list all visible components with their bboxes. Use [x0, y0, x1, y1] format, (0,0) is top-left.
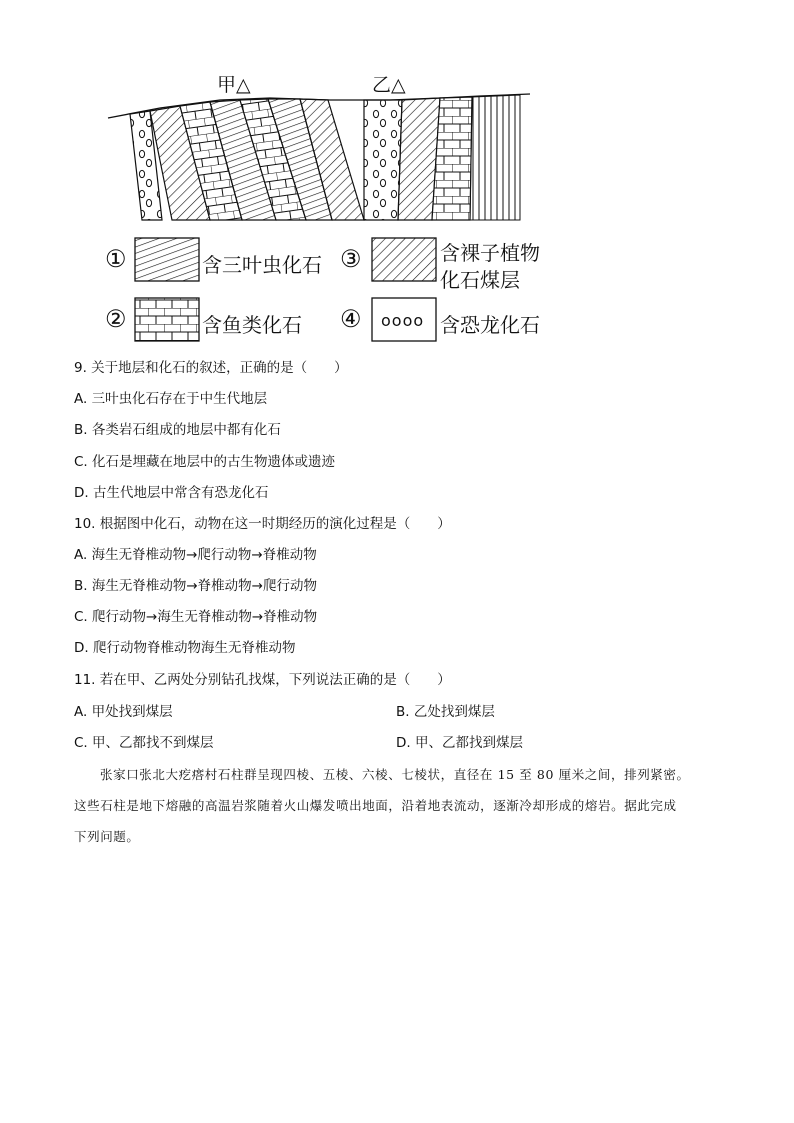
question-9-option-b[interactable]: B. 各类岩石组成的地层中都有化石: [74, 422, 281, 438]
question-11-option-c[interactable]: C. 甲、乙都找不到煤层: [74, 735, 214, 751]
passage-line-2: 这些石柱是地下熔融的高温岩浆随着火山爆发喷出地面，沿着地表流动，逐渐冷却形成的熔岩。据此完成: [74, 798, 677, 813]
legend-label-fish: 含鱼类化石: [202, 313, 302, 337]
passage: [74, 759, 724, 852]
question-11-stem: 11. 若在甲、乙两处分别钻孔找煤，下列说法正确的是（ ）: [74, 672, 451, 688]
legend-circles: oooo: [381, 311, 425, 330]
question-9-stem: 9. 关于地层和化石的叙述，正确的是（ ）: [74, 360, 348, 376]
site-jia-label: 甲△: [217, 74, 251, 96]
question-11-option-d[interactable]: D. 甲、乙都找到煤层: [396, 735, 523, 751]
question-10-option-c[interactable]: C. 爬行动物→海生无脊椎动物→脊椎动物: [74, 609, 318, 625]
question-10-option-d[interactable]: D. 爬行动物脊椎动物海生无脊椎动物: [74, 640, 296, 656]
question-11-option-a[interactable]: A. 甲处找到煤层: [74, 704, 173, 720]
passage-line-1: [74, 759, 724, 790]
question-10-stem: 10. 根据图中化石，动物在这一时期经历的演化过程是（ ）: [74, 516, 451, 532]
legend-num-1: ①: [105, 245, 127, 273]
legend-swatch-fish: [135, 298, 199, 341]
legend-label-dinosaur: 含恐龙化石: [440, 313, 540, 337]
legend-swatch-trilobite: [135, 238, 199, 281]
strata-figure: [100, 68, 570, 348]
question-10-option-b[interactable]: B. 海生无脊椎动物→脊椎动物→爬行动物: [74, 578, 317, 594]
question-9-option-d[interactable]: D. 古生代地层中常含有恐龙化石: [74, 485, 269, 501]
question-10-option-a[interactable]: A. 海生无脊椎动物→爬行动物→脊椎动物: [74, 547, 317, 563]
question-9-option-a[interactable]: A. 三叶虫化石存在于中生代地层: [74, 391, 268, 407]
legend-label-coal-line1: 含裸子植物: [440, 241, 540, 265]
strata-cross-section: [100, 68, 570, 348]
legend-label-coal-line2: 化石煤层: [440, 268, 520, 292]
legend-label-trilobite: 含三叶虫化石: [202, 253, 322, 277]
passage-text-1: 张家口张北大疙瘩村石柱群呈现四棱、五棱、六棱、七棱状，直径在 15 至 80 厘米之间，排列紧密。: [100, 767, 690, 782]
question-9-option-c[interactable]: C. 化石是埋藏在地层中的古生物遗体或遗迹: [74, 454, 336, 470]
passage-line-3: 下列问题。: [74, 829, 140, 844]
legend-num-2: ②: [105, 305, 127, 333]
legend-swatch-coal: [372, 238, 436, 281]
site-yi-label: 乙△: [372, 74, 406, 96]
question-11-option-b[interactable]: B. 乙处找到煤层: [396, 704, 495, 720]
legend-num-4: ④: [340, 305, 362, 333]
legend-num-3: ③: [340, 245, 362, 273]
